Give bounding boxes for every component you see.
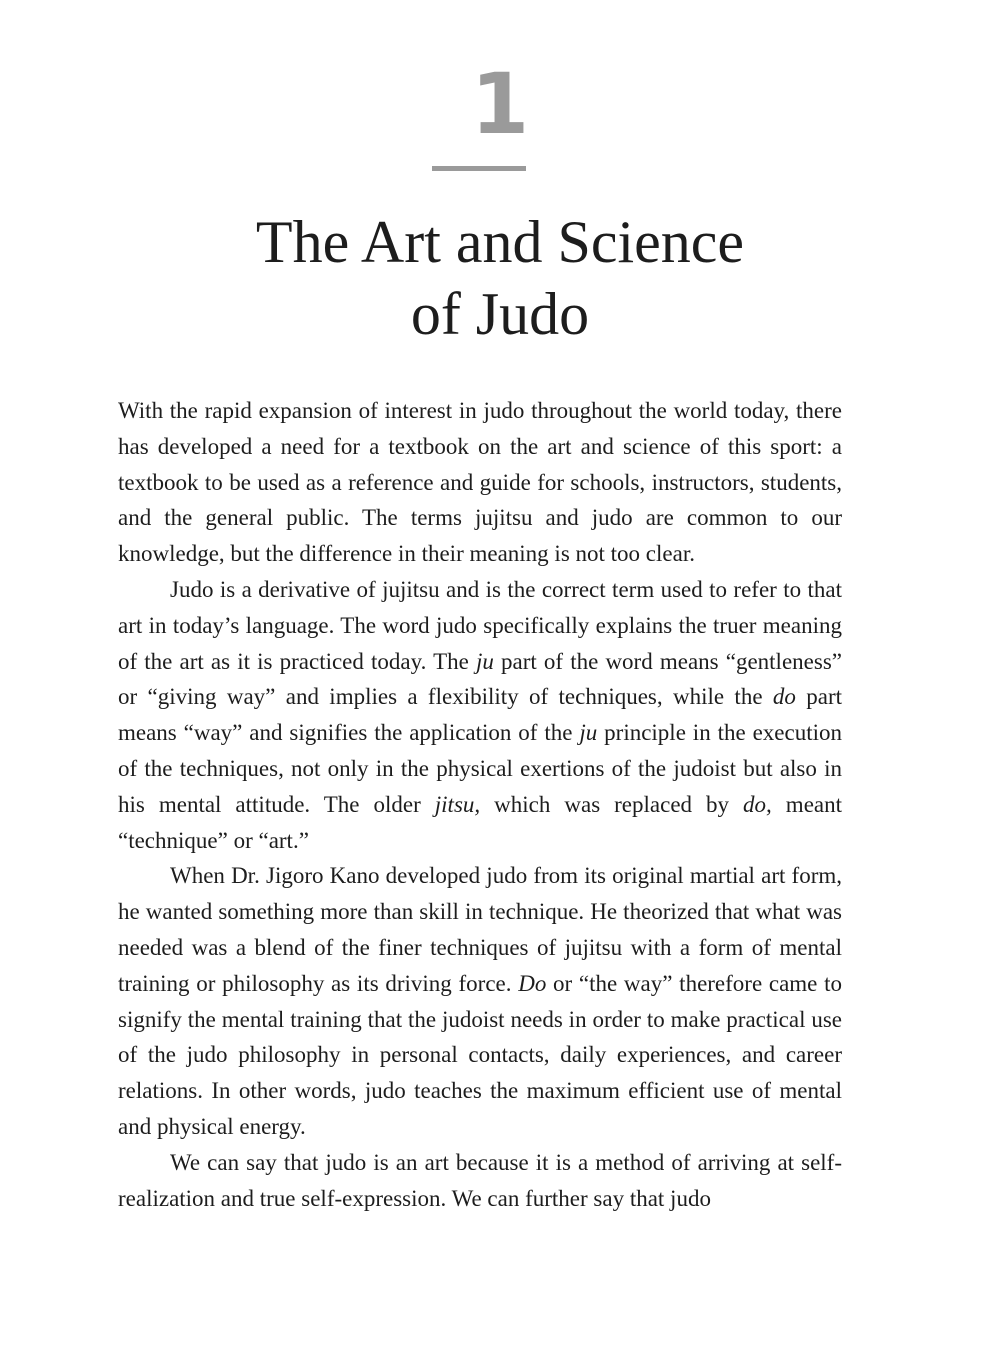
paragraph <box>118 393 842 572</box>
text-segment: or “the way” therefore came to signify the mental training that the judoist needs in order to make practical use of the judo philosophy in personal contacts, daily experiences, and career relations. In other words, judo teaches the maximum efficient use of mental and physical energy. <box>118 970 842 1139</box>
text-segment: We can say that judo is an art because it is a method of arriving at self-realization and true self-expression. We can further say that judo <box>118 1149 842 1211</box>
text-segment: which was replaced by <box>480 791 744 817</box>
italic-term: ju <box>579 720 598 746</box>
text-segment: meant “technique” or “art.” <box>118 791 842 853</box>
paragraph <box>118 1145 842 1217</box>
chapter-title-line-1: The Art and Science <box>255 209 745 275</box>
chapter-title-line-2: of Judo <box>410 281 590 347</box>
italic-term: ju <box>476 648 494 674</box>
text-segment: When Dr. Jigoro Kano developed judo from its original martial art form, he wanted something more than skill in technique. He theorized that what was needed was a blend of the finer techniques of jujitsu with a form of mental training or philosophy as its driving force. <box>118 863 842 996</box>
italic-term: do <box>772 684 796 710</box>
body-text <box>118 393 842 1216</box>
text-segment: With the rapid expansion of interest in judo throughout the world today, there has developed a need for a textbook on the art and science of this sport: a textbook to be used as a reference and guide for schools, instructors, students, and the general public. The terms jujitsu and judo are common to our knowledge, but the difference in their meaning is not too clear. <box>118 398 842 567</box>
text-segment: part means “way” and signifies the application of the <box>118 684 843 746</box>
paragraph <box>118 858 842 1144</box>
chapter-divider <box>432 166 526 171</box>
text-segment: Judo is a derivative of jujitsu and is the correct term used to refer to that art in today’s language. The word judo specifically explains the truer meaning of the art as it is practiced today. The <box>118 576 842 674</box>
text-segment: principle in the execution of the techniques, not only in the physical exertions of the judoist but also in his mental attitude. The older <box>118 720 842 817</box>
italic-term: Do <box>518 970 547 996</box>
chapter-number: 1 <box>470 55 530 153</box>
text-segment: part of the word means “gentleness” or “giving way” and implies a flexibility of techniques, while the <box>118 648 842 710</box>
paragraph <box>118 572 842 858</box>
italic-term: do, <box>743 791 772 817</box>
chapter-title <box>0 206 1000 350</box>
italic-term: jitsu, <box>434 791 481 817</box>
